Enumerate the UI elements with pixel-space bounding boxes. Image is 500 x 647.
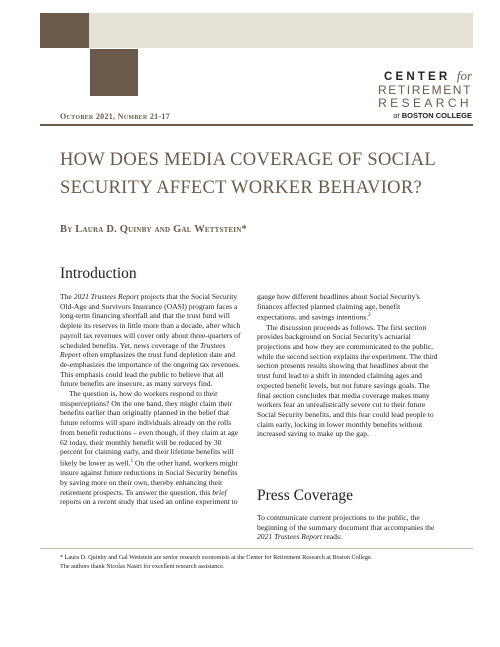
intro-paragraph-1 (60, 292, 241, 389)
text-run: To communicate current projections to the public, the beginning of the summary document that accompanies the (257, 513, 435, 532)
author-byline: By Laura D. Quinby and Gal Wettstein* (60, 224, 248, 235)
text-run: On the other hand, workers might insure against future reductions in Social Security benefits by saving more on their own, thereby enhancing their retirement prospects. To answer the question, this (60, 458, 238, 497)
text-run: gauge how different headlines about Social Security's finances affected planned claiming age, benefit expectations, and savings intentions. (257, 292, 420, 322)
text-run: reports on a recent study that used an online experiment to (60, 497, 238, 507)
intro-column-left (60, 292, 241, 532)
logo-retirement: RETIREMENT (378, 83, 472, 97)
text-run: reads: (321, 532, 343, 542)
header-square-1 (40, 13, 89, 48)
intro-column-right (257, 292, 440, 482)
text-run: often emphasizes the trust fund depletion date and de-emphasizes the importance of the ongoing tax revenues. This emphasis could lead the public to believe that all future benefits are insecure, as many surveys find. (60, 350, 241, 389)
text-run: The (60, 292, 74, 301)
report-title: 2021 Trustees Report (257, 532, 322, 542)
logo-boston-college (393, 111, 472, 120)
logo-at-word: at (393, 111, 400, 120)
logo-center-word: CENTER (383, 71, 451, 83)
section-heading-introduction: Introduction (60, 265, 137, 282)
issue-line: October 2021, Number 21-17 (60, 112, 171, 121)
logo-college-word: BOSTON COLLEGE (401, 111, 472, 120)
footnote-divider (40, 548, 473, 549)
header-band (40, 13, 473, 48)
text-run: projects that the Social Security Old-Age and Survivors Insurance (OASI) program faces a long-term financing shortfall and that the trust fund will deplete its reserves in little more than a decade, after which payroll tax revenues will cover only about three-quarters of scheduled benefits. Yet, news coverage of the (60, 292, 241, 350)
footnote-line-2: The authors thank Nicolas Nastri for excellent research assistance. (60, 563, 225, 570)
intro-paragraph-2 (60, 389, 241, 507)
section-heading-press-coverage: Press Coverage (257, 487, 353, 504)
footnote-line-1: * Laura D. Quinby and Gal Wettstein are senior research economists at the Center for Retirement Research at Boston College. (60, 554, 373, 561)
text-run: The question is, how do workers respond to their misperceptions? On the one hand, they might claim their benefits earlier than originally planned in the belief that future reforms will spare individuals already on the rolls from benefit reductions – even though, if they claim at age 62 today, their monthly benefit will be reduced by 30 percent for claiming early, and their lifetime benefits will likely be lower as well. (60, 389, 239, 468)
header-square-2 (90, 49, 138, 96)
report-title: Trustees Report (60, 340, 226, 360)
logo-for-word: for (456, 68, 472, 83)
intro-paragraph-3: The discussion proceeds as follows. The first section provides background on Social Security's actuarial projections and how they are communicated to the public, while the second section explains the experiment. The third section presents results showing that headlines about the trust fund lead to a shift in intended claiming ages and expected benefit levels, but not future savings goals. The final section concludes that media coverage makes many workers fear an unrealistically severe cut to their future Social Security benefits, and this fear could lead people to claim early, locking in lower monthly benefits without increased saving to make up the gap. (257, 322, 438, 439)
footnote-ref[interactable]: 1 (130, 458, 134, 464)
title-line-1: HOW DOES MEDIA COVERAGE OF SOCIAL (60, 150, 436, 170)
logo-research: RESEARCH (378, 96, 472, 110)
header-divider (40, 124, 473, 126)
logo-center-line (384, 68, 472, 84)
page-title (60, 146, 480, 202)
title-line-2: SECURITY AFFECT WORKER BEHAVIOR? (60, 178, 422, 198)
report-title: 2021 Trustees Report (73, 292, 139, 301)
intro-paragraph-2-continued (257, 292, 440, 323)
press-paragraph-1 (257, 513, 440, 542)
press-coverage-text (257, 513, 440, 543)
brief-word: brief (212, 487, 227, 497)
author-footnote (60, 553, 460, 571)
footnote-ref[interactable]: 2 (368, 313, 371, 319)
